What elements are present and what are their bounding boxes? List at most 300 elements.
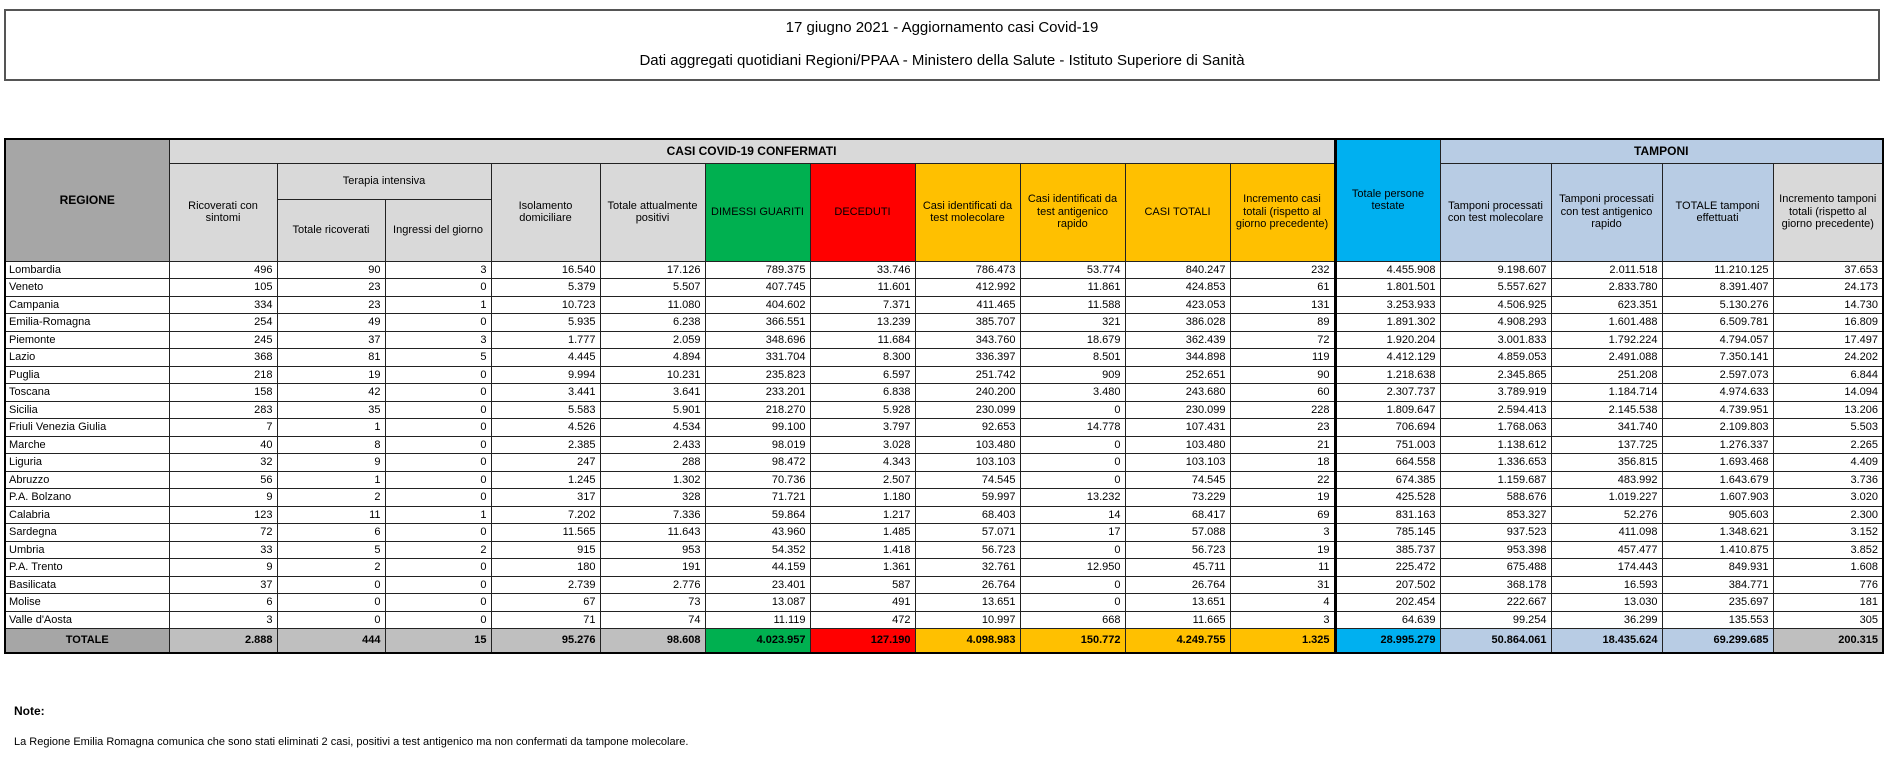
value-cell: 909 [1020, 366, 1125, 384]
value-cell: 35 [277, 401, 385, 419]
value-cell: 24.173 [1773, 279, 1883, 297]
header-casi-totali: CASI TOTALI [1125, 163, 1230, 261]
value-cell: 411.465 [915, 296, 1020, 314]
table-row [5, 401, 1883, 419]
table-row [5, 524, 1883, 542]
value-cell: 849.931 [1662, 559, 1773, 577]
value-cell: 706.694 [1335, 419, 1440, 437]
value-cell: 2.491.088 [1551, 349, 1662, 367]
value-cell: 73 [600, 594, 705, 612]
value-cell: 1.418 [810, 541, 915, 559]
value-cell: 0 [1020, 594, 1125, 612]
region-cell: Molise [5, 594, 169, 612]
value-cell: 9.198.607 [1440, 261, 1551, 279]
value-cell: 107.431 [1125, 419, 1230, 437]
value-cell: 13.030 [1551, 594, 1662, 612]
header-tamponi-molecolare: Tamponi processati con test molecolare [1440, 163, 1551, 261]
value-cell: 14.094 [1773, 384, 1883, 402]
value-cell: 16.593 [1551, 576, 1662, 594]
value-cell: 71 [491, 611, 600, 629]
value-cell: 71.721 [705, 489, 810, 507]
value-cell: 3.480 [1020, 384, 1125, 402]
value-cell: 135.553 [1662, 611, 1773, 629]
value-cell: 937.523 [1440, 524, 1551, 542]
region-cell: Basilicata [5, 576, 169, 594]
value-cell: 233.201 [705, 384, 810, 402]
value-cell: 103.480 [1125, 436, 1230, 454]
value-cell: 368.178 [1440, 576, 1551, 594]
value-cell: 0 [385, 611, 491, 629]
value-cell: 42 [277, 384, 385, 402]
value-cell: 1.180 [810, 489, 915, 507]
value-cell: 11.665 [1125, 611, 1230, 629]
value-cell: 0 [385, 314, 491, 332]
value-cell: 5.583 [491, 401, 600, 419]
header-isolamento: Isolamento domiciliare [491, 163, 600, 261]
value-cell: 5 [385, 349, 491, 367]
value-cell: 52.276 [1551, 506, 1662, 524]
value-cell: 853.327 [1440, 506, 1551, 524]
value-cell: 245 [169, 331, 277, 349]
value-cell: 0 [385, 471, 491, 489]
header-incremento-casi: Incremento casi totali (rispetto al giorno precedente) [1230, 163, 1335, 261]
value-cell: 9 [169, 489, 277, 507]
header-regione: REGIONE [5, 139, 169, 261]
region-cell: Calabria [5, 506, 169, 524]
value-cell: 7.202 [491, 506, 600, 524]
value-cell: 235.823 [705, 366, 810, 384]
value-cell: 331.704 [705, 349, 810, 367]
value-cell: 953.398 [1440, 541, 1551, 559]
value-cell: 348.696 [705, 331, 810, 349]
value-cell: 674.385 [1335, 471, 1440, 489]
value-cell: 103.103 [1125, 454, 1230, 472]
value-cell: 4.859.053 [1440, 349, 1551, 367]
value-cell: 103.103 [915, 454, 1020, 472]
region-cell: Piemonte [5, 331, 169, 349]
value-cell: 2 [277, 489, 385, 507]
value-cell: 9 [277, 454, 385, 472]
value-cell: 59.864 [705, 506, 810, 524]
value-cell: 67 [491, 594, 600, 612]
value-cell: 1.159.687 [1440, 471, 1551, 489]
report-subtitle: Dati aggregati quotidiani Regioni/PPAA - Ministero della Salute - Istituto Superiore di Sanità [639, 52, 1245, 69]
value-cell: 17.126 [600, 261, 705, 279]
value-cell: 0 [385, 419, 491, 437]
value-cell: 53.774 [1020, 261, 1125, 279]
value-cell: 16.540 [491, 261, 600, 279]
table-row [5, 489, 1883, 507]
value-cell: 11.080 [600, 296, 705, 314]
value-cell: 1.601.488 [1551, 314, 1662, 332]
value-cell: 19 [277, 366, 385, 384]
value-cell: 1.693.468 [1662, 454, 1773, 472]
table-footer [5, 629, 1883, 653]
value-cell: 6.844 [1773, 366, 1883, 384]
value-cell: 14 [1020, 506, 1125, 524]
value-cell: 70.736 [705, 471, 810, 489]
total-casi-antigenico: 150.772 [1020, 629, 1125, 653]
region-cell: Veneto [5, 279, 169, 297]
value-cell: 0 [1020, 454, 1125, 472]
value-cell: 3.852 [1773, 541, 1883, 559]
value-cell: 2.739 [491, 576, 600, 594]
value-cell: 1.485 [810, 524, 915, 542]
value-cell: 1.608 [1773, 559, 1883, 577]
value-cell: 13.651 [1125, 594, 1230, 612]
value-cell: 283 [169, 401, 277, 419]
value-cell: 5 [277, 541, 385, 559]
region-cell: Liguria [5, 454, 169, 472]
value-cell: 3.253.933 [1335, 296, 1440, 314]
table-row [5, 611, 1883, 629]
value-cell: 24.202 [1773, 349, 1883, 367]
value-cell: 33 [169, 541, 277, 559]
value-cell: 11.643 [600, 524, 705, 542]
value-cell: 0 [1020, 436, 1125, 454]
value-cell: 1.777 [491, 331, 600, 349]
value-cell: 13.239 [810, 314, 915, 332]
value-cell: 90 [277, 261, 385, 279]
value-cell: 32 [169, 454, 277, 472]
value-cell: 7 [169, 419, 277, 437]
value-cell: 2.433 [600, 436, 705, 454]
value-cell: 3.789.919 [1440, 384, 1551, 402]
value-cell: 103.480 [915, 436, 1020, 454]
total-isolamento: 95.276 [491, 629, 600, 653]
value-cell: 6 [169, 594, 277, 612]
value-cell: 4 [1230, 594, 1335, 612]
total-row [5, 629, 1883, 653]
value-cell: 59.997 [915, 489, 1020, 507]
value-cell: 68.403 [915, 506, 1020, 524]
value-cell: 3 [385, 331, 491, 349]
value-cell: 344.898 [1125, 349, 1230, 367]
value-cell: 2.307.737 [1335, 384, 1440, 402]
value-cell: 588.676 [1440, 489, 1551, 507]
value-cell: 8.501 [1020, 349, 1125, 367]
value-cell: 362.439 [1125, 331, 1230, 349]
value-cell: 37 [169, 576, 277, 594]
value-cell: 222.667 [1440, 594, 1551, 612]
value-cell: 17 [1020, 524, 1125, 542]
value-cell: 74 [600, 611, 705, 629]
value-cell: 341.740 [1551, 419, 1662, 437]
value-cell: 99.100 [705, 419, 810, 437]
header-casi-antigenico: Casi identificati da test antigenico rapido [1020, 163, 1125, 261]
value-cell: 1.920.204 [1335, 331, 1440, 349]
header-dimessi-guariti: DIMESSI GUARITI [705, 163, 810, 261]
header-casi-molecolare: Casi identificati da test molecolare [915, 163, 1020, 261]
value-cell: 0 [1020, 541, 1125, 559]
region-cell: Marche [5, 436, 169, 454]
value-cell: 1.410.875 [1662, 541, 1773, 559]
total-incremento-tamponi: 200.315 [1773, 629, 1883, 653]
value-cell: 2.265 [1773, 436, 1883, 454]
value-cell: 1.184.714 [1551, 384, 1662, 402]
value-cell: 385.737 [1335, 541, 1440, 559]
value-cell: 19 [1230, 489, 1335, 507]
value-cell: 0 [1020, 401, 1125, 419]
value-cell: 953 [600, 541, 705, 559]
value-cell: 12.950 [1020, 559, 1125, 577]
value-cell: 23 [277, 279, 385, 297]
value-cell: 2.300 [1773, 506, 1883, 524]
report-title: 17 giugno 2021 - Aggiornamento casi Covid-19 [785, 19, 1099, 36]
region-cell: P.A. Bolzano [5, 489, 169, 507]
value-cell: 11.684 [810, 331, 915, 349]
value-cell: 54.352 [705, 541, 810, 559]
value-cell: 2.507 [810, 471, 915, 489]
value-cell: 31 [1230, 576, 1335, 594]
region-cell: P.A. Trento [5, 559, 169, 577]
value-cell: 789.375 [705, 261, 810, 279]
table-row [5, 541, 1883, 559]
value-cell: 105 [169, 279, 277, 297]
value-cell: 247 [491, 454, 600, 472]
value-cell: 4.412.129 [1335, 349, 1440, 367]
value-cell: 181 [1773, 594, 1883, 612]
value-cell: 44.159 [705, 559, 810, 577]
value-cell: 785.145 [1335, 524, 1440, 542]
value-cell: 368 [169, 349, 277, 367]
value-cell: 2 [385, 541, 491, 559]
region-cell: Friuli Venezia Giulia [5, 419, 169, 437]
value-cell: 0 [1020, 576, 1125, 594]
value-cell: 3.736 [1773, 471, 1883, 489]
value-cell: 1.217 [810, 506, 915, 524]
value-cell: 61 [1230, 279, 1335, 297]
value-cell: 7.371 [810, 296, 915, 314]
value-cell: 158 [169, 384, 277, 402]
value-cell: 356.815 [1551, 454, 1662, 472]
value-cell: 13.651 [915, 594, 1020, 612]
value-cell: 98.019 [705, 436, 810, 454]
value-cell: 6 [277, 524, 385, 542]
value-cell: 251.208 [1551, 366, 1662, 384]
value-cell: 321 [1020, 314, 1125, 332]
table-row [5, 419, 1883, 437]
value-cell: 22 [1230, 471, 1335, 489]
table-row [5, 436, 1883, 454]
value-cell: 13.087 [705, 594, 810, 612]
value-cell: 404.602 [705, 296, 810, 314]
value-cell: 0 [277, 594, 385, 612]
value-cell: 11.210.125 [1662, 261, 1773, 279]
total-totale-ricoverati: 444 [277, 629, 385, 653]
value-cell: 668 [1020, 611, 1125, 629]
value-cell: 5.379 [491, 279, 600, 297]
total-attualmente-positivi: 98.608 [600, 629, 705, 653]
table-row [5, 366, 1883, 384]
value-cell: 472 [810, 611, 915, 629]
value-cell: 225.472 [1335, 559, 1440, 577]
value-cell: 4.409 [1773, 454, 1883, 472]
total-label: TOTALE [5, 629, 169, 653]
value-cell: 10.997 [915, 611, 1020, 629]
value-cell: 5.503 [1773, 419, 1883, 437]
table-row [5, 279, 1883, 297]
value-cell: 13.206 [1773, 401, 1883, 419]
value-cell: 412.992 [915, 279, 1020, 297]
value-cell: 98.472 [705, 454, 810, 472]
value-cell: 664.558 [1335, 454, 1440, 472]
value-cell: 13.232 [1020, 489, 1125, 507]
value-cell: 5.928 [810, 401, 915, 419]
value-cell: 18.679 [1020, 331, 1125, 349]
value-cell: 305 [1773, 611, 1883, 629]
value-cell: 60 [1230, 384, 1335, 402]
value-cell: 4.794.057 [1662, 331, 1773, 349]
value-cell: 5.901 [600, 401, 705, 419]
value-cell: 4.526 [491, 419, 600, 437]
value-cell: 23 [1230, 419, 1335, 437]
total-casi-molecolare: 4.098.983 [915, 629, 1020, 653]
value-cell: 0 [385, 576, 491, 594]
value-cell: 5.130.276 [1662, 296, 1773, 314]
value-cell: 16.809 [1773, 314, 1883, 332]
value-cell: 32.761 [915, 559, 1020, 577]
value-cell: 74.545 [915, 471, 1020, 489]
value-cell: 2.345.865 [1440, 366, 1551, 384]
value-cell: 5.557.627 [1440, 279, 1551, 297]
value-cell: 2.594.413 [1440, 401, 1551, 419]
notes-section [14, 704, 1614, 748]
value-cell: 23 [277, 296, 385, 314]
total-deceduti: 127.190 [810, 629, 915, 653]
value-cell: 0 [385, 559, 491, 577]
value-cell: 317 [491, 489, 600, 507]
total-persone-testate: 28.995.279 [1335, 629, 1440, 653]
header-group-tamponi: TAMPONI [1440, 139, 1883, 163]
total-incremento-casi: 1.325 [1230, 629, 1335, 653]
value-cell: 328 [600, 489, 705, 507]
value-cell: 1.245 [491, 471, 600, 489]
total-casi-totali: 4.249.755 [1125, 629, 1230, 653]
header-ingressi-giorno: Ingressi del giorno [385, 199, 491, 261]
table-row [5, 296, 1883, 314]
value-cell: 89 [1230, 314, 1335, 332]
value-cell: 2.776 [600, 576, 705, 594]
value-cell: 72 [169, 524, 277, 542]
table-body [5, 261, 1883, 629]
value-cell: 3.028 [810, 436, 915, 454]
value-cell: 21 [1230, 436, 1335, 454]
value-cell: 457.477 [1551, 541, 1662, 559]
value-cell: 14.730 [1773, 296, 1883, 314]
value-cell: 385.707 [915, 314, 1020, 332]
value-cell: 218 [169, 366, 277, 384]
value-cell: 137.725 [1551, 436, 1662, 454]
value-cell: 1.138.612 [1440, 436, 1551, 454]
value-cell: 786.473 [915, 261, 1020, 279]
value-cell: 3 [169, 611, 277, 629]
header-incremento-tamponi: Incremento tamponi totali (rispetto al giorno precedente) [1773, 163, 1883, 261]
value-cell: 366.551 [705, 314, 810, 332]
value-cell: 2.145.538 [1551, 401, 1662, 419]
value-cell: 5.935 [491, 314, 600, 332]
table-row [5, 331, 1883, 349]
value-cell: 2.597.073 [1662, 366, 1773, 384]
value-cell: 11.601 [810, 279, 915, 297]
value-cell: 0 [385, 384, 491, 402]
value-cell: 751.003 [1335, 436, 1440, 454]
value-cell: 483.992 [1551, 471, 1662, 489]
value-cell: 36.299 [1551, 611, 1662, 629]
value-cell: 386.028 [1125, 314, 1230, 332]
value-cell: 1.361 [810, 559, 915, 577]
value-cell: 202.454 [1335, 594, 1440, 612]
value-cell: 131 [1230, 296, 1335, 314]
value-cell: 37.653 [1773, 261, 1883, 279]
table-row [5, 471, 1883, 489]
value-cell: 1.643.679 [1662, 471, 1773, 489]
value-cell: 9 [169, 559, 277, 577]
value-cell: 43.960 [705, 524, 810, 542]
value-cell: 11.861 [1020, 279, 1125, 297]
value-cell: 56.723 [1125, 541, 1230, 559]
region-cell: Toscana [5, 384, 169, 402]
value-cell: 3 [1230, 611, 1335, 629]
value-cell: 14.778 [1020, 419, 1125, 437]
value-cell: 119 [1230, 349, 1335, 367]
value-cell: 40 [169, 436, 277, 454]
value-cell: 174.443 [1551, 559, 1662, 577]
value-cell: 915 [491, 541, 600, 559]
value-cell: 0 [385, 524, 491, 542]
value-cell: 1.801.501 [1335, 279, 1440, 297]
value-cell: 1 [385, 506, 491, 524]
total-tamponi-antigenico: 18.435.624 [1551, 629, 1662, 653]
total-ingressi: 15 [385, 629, 491, 653]
value-cell: 776 [1773, 576, 1883, 594]
value-cell: 74.545 [1125, 471, 1230, 489]
value-cell: 5.507 [600, 279, 705, 297]
value-cell: 0 [385, 279, 491, 297]
value-cell: 3.001.833 [1440, 331, 1551, 349]
value-cell: 4.739.951 [1662, 401, 1773, 419]
value-cell: 905.603 [1662, 506, 1773, 524]
value-cell: 831.163 [1335, 506, 1440, 524]
header-group-casi: CASI COVID-19 CONFERMATI [169, 139, 1335, 163]
region-cell: Campania [5, 296, 169, 314]
value-cell: 11 [277, 506, 385, 524]
value-cell: 3.441 [491, 384, 600, 402]
header-deceduti: DECEDUTI [810, 163, 915, 261]
table-row [5, 506, 1883, 524]
value-cell: 4.506.925 [1440, 296, 1551, 314]
value-cell: 2.059 [600, 331, 705, 349]
value-cell: 496 [169, 261, 277, 279]
value-cell: 1 [277, 471, 385, 489]
value-cell: 33.746 [810, 261, 915, 279]
value-cell: 11.565 [491, 524, 600, 542]
value-cell: 0 [385, 594, 491, 612]
header-persone-testate: Totale persone testate [1335, 139, 1440, 261]
value-cell: 92.653 [915, 419, 1020, 437]
value-cell: 0 [385, 366, 491, 384]
value-cell: 11.588 [1020, 296, 1125, 314]
value-cell: 232 [1230, 261, 1335, 279]
notes-heading: Note: [14, 704, 45, 718]
total-dimessi-guariti: 4.023.957 [705, 629, 810, 653]
value-cell: 1.607.903 [1662, 489, 1773, 507]
value-cell: 7.350.141 [1662, 349, 1773, 367]
value-cell: 7.336 [600, 506, 705, 524]
value-cell: 6.238 [600, 314, 705, 332]
region-cell: Emilia-Romagna [5, 314, 169, 332]
value-cell: 4.908.293 [1440, 314, 1551, 332]
